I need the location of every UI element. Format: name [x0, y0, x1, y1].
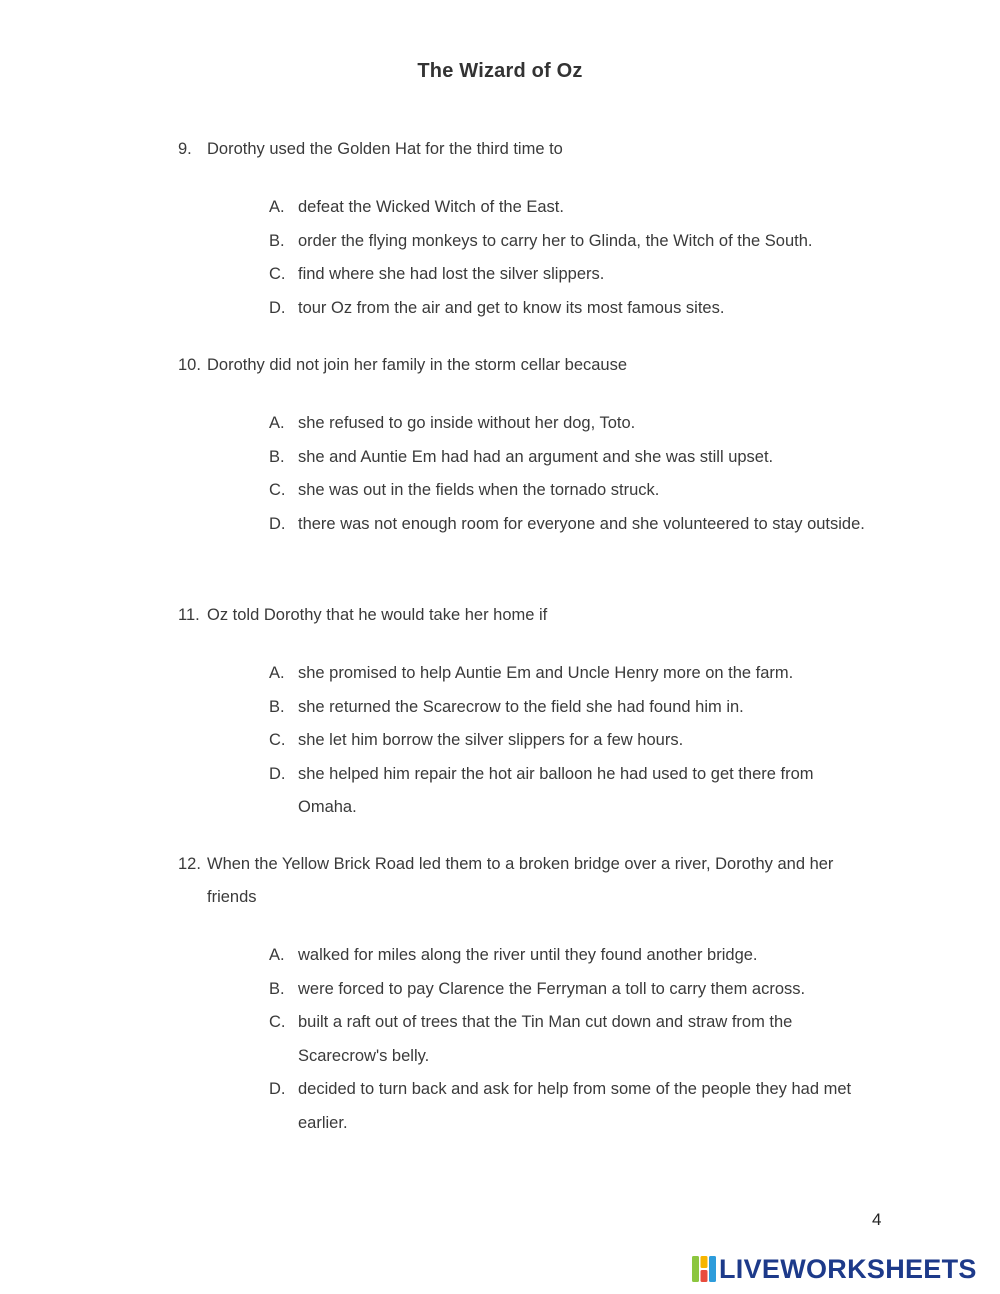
option-letter: D.: [269, 1080, 286, 1098]
option-text: there was not enough room for everyone and she volunteered to stay outside.: [298, 514, 865, 533]
option-text: order the flying monkeys to carry her to Glinda, the Witch of the South.: [298, 231, 813, 250]
option-a[interactable]: [269, 407, 878, 441]
option-letter: A.: [269, 198, 285, 216]
option-letter: D.: [269, 298, 286, 317]
page-title: The Wizard of Oz: [417, 60, 583, 82]
option-b[interactable]: [269, 441, 878, 475]
option-d[interactable]: [269, 758, 878, 825]
question-number: 9.: [178, 140, 192, 158]
question-text: When the Yellow Brick Road led them to a broken bridge over a river, Dorothy and her friends: [207, 855, 834, 906]
option-text: tour Oz from the air and get to know its most famous sites.: [298, 298, 725, 317]
option-text: find where she had lost the silver slippers.: [298, 265, 605, 283]
option-text: were forced to pay Clarence the Ferryman a toll to carry them across.: [298, 979, 806, 998]
option-text: she refused to go inside without her dog, Toto.: [298, 414, 636, 432]
option-letter: D.: [269, 764, 286, 783]
brand-wordmark: LIVEWORKSHEETS: [719, 1254, 977, 1284]
question-text: Oz told Dorothy that he would take her home if: [207, 606, 548, 624]
option-text: she and Auntie Em had had an argument and she was still upset.: [298, 447, 774, 466]
option-c[interactable]: [269, 474, 878, 508]
option-d[interactable]: [269, 508, 878, 542]
liveworksheets-logo-icon: [692, 1256, 716, 1282]
option-letter: D.: [269, 514, 286, 533]
question-11: [178, 599, 878, 825]
option-letter: C.: [269, 731, 286, 749]
question-number: 10.: [178, 356, 201, 374]
liveworksheets-brand: [692, 1254, 977, 1284]
option-letter: C.: [269, 481, 286, 499]
option-a[interactable]: [269, 191, 878, 225]
option-text: she helped him repair the hot air balloon he had used to get there from Omaha.: [298, 764, 814, 816]
option-letter: B.: [269, 231, 285, 250]
question-9: [178, 133, 878, 325]
option-letter: B.: [269, 447, 285, 466]
option-letter: B.: [269, 979, 285, 998]
option-b[interactable]: [269, 225, 878, 259]
page-number: 4: [872, 1210, 882, 1229]
question-text: Dorothy did not join her family in the storm cellar because: [207, 356, 628, 374]
option-letter: A.: [269, 946, 285, 964]
question-text: Dorothy used the Golden Hat for the third time to: [207, 140, 563, 158]
option-list: [269, 407, 878, 541]
option-a[interactable]: [269, 939, 878, 973]
option-text: she returned the Scarecrow to the field she had found him in.: [298, 697, 744, 716]
option-text: built a raft out of trees that the Tin Man cut down and straw from the Scarecrow's belly.: [298, 1013, 793, 1065]
option-list: [269, 657, 878, 825]
option-c[interactable]: [269, 1006, 878, 1073]
option-text: defeat the Wicked Witch of the East.: [298, 198, 564, 216]
option-text: walked for miles along the river until they found another bridge.: [298, 946, 758, 964]
question-number: 11.: [178, 606, 200, 624]
option-list: [269, 939, 878, 1140]
question-stem: [178, 133, 878, 166]
option-text: she was out in the fields when the tornado struck.: [298, 481, 660, 499]
option-text: she promised to help Auntie Em and Uncle Henry more on the farm.: [298, 664, 794, 682]
option-list: [269, 191, 878, 325]
option-c[interactable]: [269, 724, 878, 758]
option-letter: C.: [269, 1013, 286, 1031]
option-d[interactable]: [269, 1073, 878, 1140]
option-a[interactable]: [269, 657, 878, 691]
question-number: 12.: [178, 855, 201, 873]
option-b[interactable]: [269, 691, 878, 725]
option-d[interactable]: [269, 292, 878, 326]
question-10: [178, 349, 878, 541]
question-12: [178, 848, 878, 1140]
option-b[interactable]: [269, 973, 878, 1007]
question-stem: [178, 349, 878, 382]
option-c[interactable]: [269, 258, 878, 292]
option-letter: A.: [269, 414, 285, 432]
option-text: she let him borrow the silver slippers for a few hours.: [298, 731, 684, 749]
option-letter: C.: [269, 265, 286, 283]
question-stem: [178, 848, 878, 914]
question-stem: [178, 599, 878, 632]
option-letter: A.: [269, 664, 285, 682]
option-letter: B.: [269, 697, 285, 716]
option-text: decided to turn back and ask for help from some of the people they had met earlier.: [298, 1080, 852, 1132]
